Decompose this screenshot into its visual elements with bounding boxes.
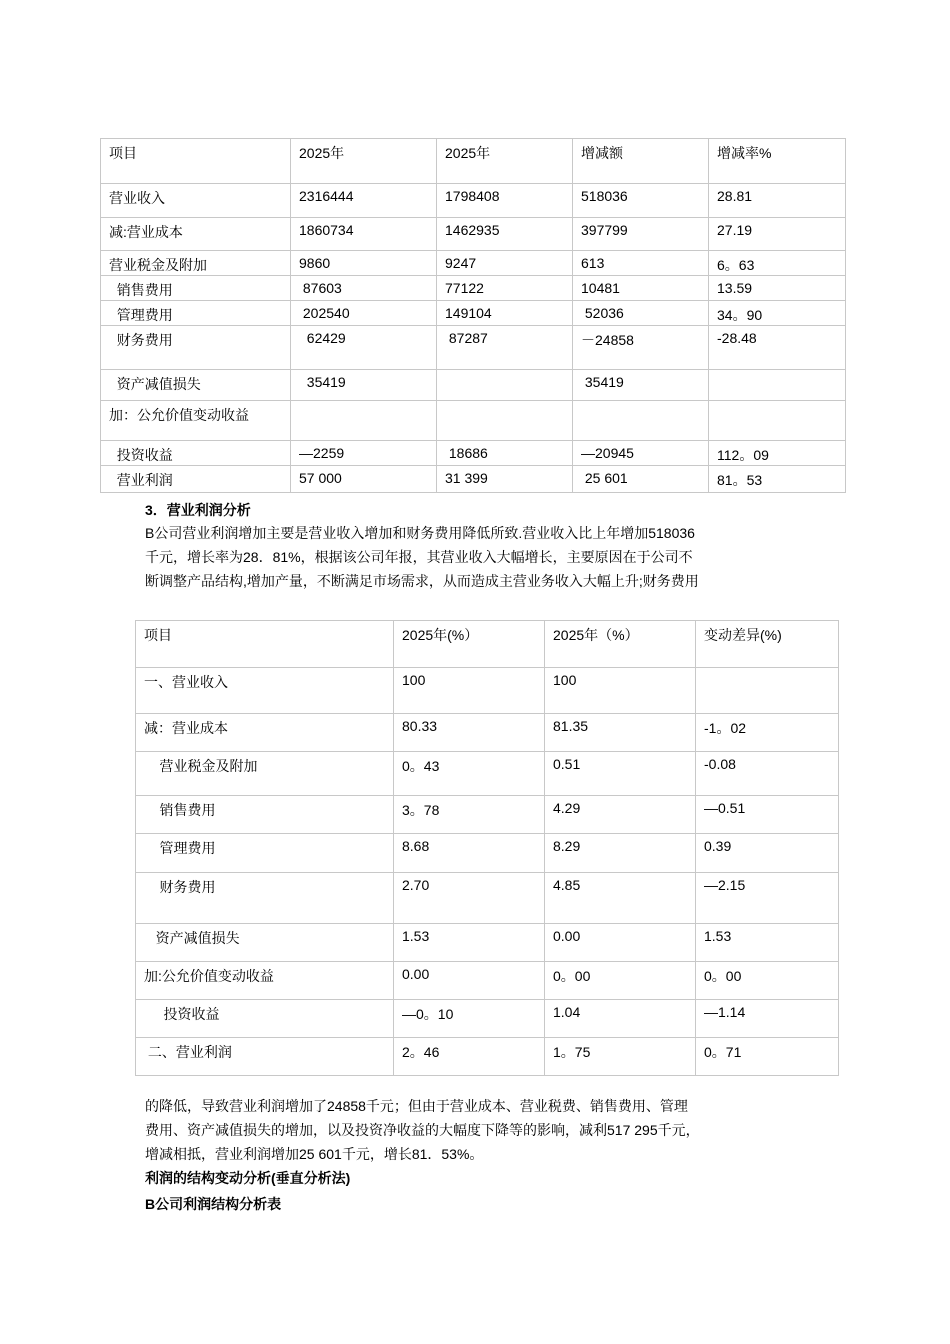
table-row xyxy=(101,301,846,326)
paragraph-line: 增减相抵，营业利润增加25 601千元，增长81．53%。 xyxy=(145,1146,484,1162)
table-cell xyxy=(696,668,839,714)
table-cell: 62429 xyxy=(291,326,437,370)
table-cell: 87287 xyxy=(437,326,573,370)
table-cell: 31 399 xyxy=(437,466,573,493)
table-row xyxy=(101,251,846,276)
table-cell: 减：营业成本 xyxy=(136,714,394,752)
table-cell: —2.15 xyxy=(696,873,839,924)
table-cell: 1.04 xyxy=(545,1000,696,1038)
paragraph-line: 费用、资产减值损失的增加，以及投资净收益的大幅度下降等的影响，减利517 295千元， xyxy=(145,1122,700,1138)
table-cell: 2.70 xyxy=(394,873,545,924)
table-row xyxy=(101,370,846,401)
table-cell: 10481 xyxy=(573,276,709,301)
table-cell: —0。10 xyxy=(394,1000,545,1038)
table-cell: 1.53 xyxy=(394,924,545,962)
table-cell: 28.81 xyxy=(709,184,846,218)
table-cell: 27.19 xyxy=(709,218,846,251)
table-cell xyxy=(573,401,709,441)
table-cell: -1。02 xyxy=(696,714,839,752)
table-row xyxy=(101,441,846,466)
table-row xyxy=(136,834,839,873)
table-cell: 3。78 xyxy=(394,796,545,834)
table-cell: 6。63 xyxy=(709,251,846,276)
table-row xyxy=(136,924,839,962)
table-cell: 0。00 xyxy=(545,962,696,1000)
table-header-cell: 增减额 xyxy=(573,139,709,184)
table-cell: 0.51 xyxy=(545,752,696,796)
table-cell: 销售费用 xyxy=(101,276,291,301)
table-cell: 1798408 xyxy=(437,184,573,218)
table-cell: 18686 xyxy=(437,441,573,466)
table-cell: 投资收益 xyxy=(136,1000,394,1038)
table-cell: 4.85 xyxy=(545,873,696,924)
table-row xyxy=(136,796,839,834)
table-cell: 0。43 xyxy=(394,752,545,796)
table-cell: 77122 xyxy=(437,276,573,301)
table-cell: 加:公允价值变动收益 xyxy=(136,962,394,1000)
table-header-cell: 项目 xyxy=(101,139,291,184)
table-cell: 397799 xyxy=(573,218,709,251)
table-cell: 0。00 xyxy=(696,962,839,1000)
table-cell: 0.39 xyxy=(696,834,839,873)
table-cell: 34。90 xyxy=(709,301,846,326)
table-cell: -0.08 xyxy=(696,752,839,796)
table-row xyxy=(101,466,846,493)
table-row xyxy=(136,668,839,714)
table-cell: 100 xyxy=(545,668,696,714)
table-header-row xyxy=(136,621,839,668)
table-cell: 0。71 xyxy=(696,1038,839,1076)
section-heading: 3．营业利润分析 xyxy=(145,502,251,518)
table-cell: 9860 xyxy=(291,251,437,276)
table-cell: 财务费用 xyxy=(101,326,291,370)
table-cell: 80.33 xyxy=(394,714,545,752)
profit-structure-table xyxy=(135,620,839,1076)
table-cell: 资产减值损失 xyxy=(101,370,291,401)
table-row xyxy=(136,1000,839,1038)
table-cell xyxy=(709,370,846,401)
paragraph-line: 千元，增长率为28．81%，根据该公司年报，其营业收入大幅增长，主要原因在于公司不 xyxy=(145,549,693,565)
table-cell: —2259 xyxy=(291,441,437,466)
table-cell: 1462935 xyxy=(437,218,573,251)
table-cell: 2316444 xyxy=(291,184,437,218)
table-cell: 4.29 xyxy=(545,796,696,834)
table-cell xyxy=(437,401,573,441)
table-header-cell: 变动差异(%) xyxy=(696,621,839,668)
table-cell: 57 000 xyxy=(291,466,437,493)
table-cell: 35419 xyxy=(291,370,437,401)
table-cell: 9247 xyxy=(437,251,573,276)
table-cell: 518036 xyxy=(573,184,709,218)
table-cell: 0.00 xyxy=(394,962,545,1000)
table-row xyxy=(101,401,846,441)
section-heading: 利润的结构变动分析(垂直分析法) xyxy=(145,1170,351,1186)
table-cell: 613 xyxy=(573,251,709,276)
table-cell: 2。46 xyxy=(394,1038,545,1076)
table-cell: 13.59 xyxy=(709,276,846,301)
table-cell: 100 xyxy=(394,668,545,714)
table-cell: 87603 xyxy=(291,276,437,301)
table-cell: 8.29 xyxy=(545,834,696,873)
paragraph-line: B公司营业利润增加主要是营业收入增加和财务费用降低所致.营业收入比上年增加518036 xyxy=(145,525,695,541)
paragraph-line: 的降低，导致营业利润增加了24858千元；但由于营业成本、营业税费、销售费用、管理 xyxy=(145,1098,688,1114)
table-header-cell: 2025年（%） xyxy=(545,621,696,668)
table-cell: 81。53 xyxy=(709,466,846,493)
table-cell: —0.51 xyxy=(696,796,839,834)
table-row xyxy=(101,276,846,301)
table-cell: —1.14 xyxy=(696,1000,839,1038)
table-header-row xyxy=(101,139,846,184)
table-cell xyxy=(437,370,573,401)
table-cell: 1.53 xyxy=(696,924,839,962)
table-cell: 营业税金及附加 xyxy=(101,251,291,276)
table-row xyxy=(101,184,846,218)
table-cell: -28.48 xyxy=(709,326,846,370)
table-row xyxy=(136,752,839,796)
table-cell: 112。09 xyxy=(709,441,846,466)
table-header-cell: 项目 xyxy=(136,621,394,668)
table-cell: 管理费用 xyxy=(136,834,394,873)
table-cell: 149104 xyxy=(437,301,573,326)
table-row xyxy=(136,714,839,752)
table-cell: 营业利润 xyxy=(101,466,291,493)
table-cell: 35419 xyxy=(573,370,709,401)
table-cell: 1。75 xyxy=(545,1038,696,1076)
table-cell: 1860734 xyxy=(291,218,437,251)
table-cell xyxy=(291,401,437,441)
table-title: B公司利润结构分析表 xyxy=(145,1196,282,1212)
table-cell: －24858 xyxy=(573,326,709,370)
table-cell: 财务费用 xyxy=(136,873,394,924)
table-cell: 营业税金及附加 xyxy=(136,752,394,796)
paragraph-line: 断调整产品结构,增加产量，不断满足市场需求，从而造成主营业务收入大幅上升;财务费用 xyxy=(145,573,699,589)
table-cell xyxy=(709,401,846,441)
table-header-cell: 2025年 xyxy=(291,139,437,184)
table-cell: 销售费用 xyxy=(136,796,394,834)
table-cell: 减:营业成本 xyxy=(101,218,291,251)
table-cell: 一、营业收入 xyxy=(136,668,394,714)
table-row xyxy=(101,326,846,370)
table-cell: 0.00 xyxy=(545,924,696,962)
table-row xyxy=(101,218,846,251)
table-header-cell: 2025年 xyxy=(437,139,573,184)
table-row xyxy=(136,873,839,924)
table-cell: 52036 xyxy=(573,301,709,326)
table-cell: —20945 xyxy=(573,441,709,466)
income-comparison-table xyxy=(100,138,846,493)
table-cell: 投资收益 xyxy=(101,441,291,466)
table-cell: 加：公允价值变动收益 xyxy=(101,401,291,441)
table-cell: 营业收入 xyxy=(101,184,291,218)
table-header-cell: 增减率% xyxy=(709,139,846,184)
table-cell: 8.68 xyxy=(394,834,545,873)
table-row xyxy=(136,962,839,1000)
table-cell: 81.35 xyxy=(545,714,696,752)
table-row xyxy=(136,1038,839,1076)
table-cell: 25 601 xyxy=(573,466,709,493)
table-cell: 202540 xyxy=(291,301,437,326)
table-cell: 管理费用 xyxy=(101,301,291,326)
table-cell: 二、营业利润 xyxy=(136,1038,394,1076)
table-header-cell: 2025年(%） xyxy=(394,621,545,668)
table-cell: 资产减值损失 xyxy=(136,924,394,962)
